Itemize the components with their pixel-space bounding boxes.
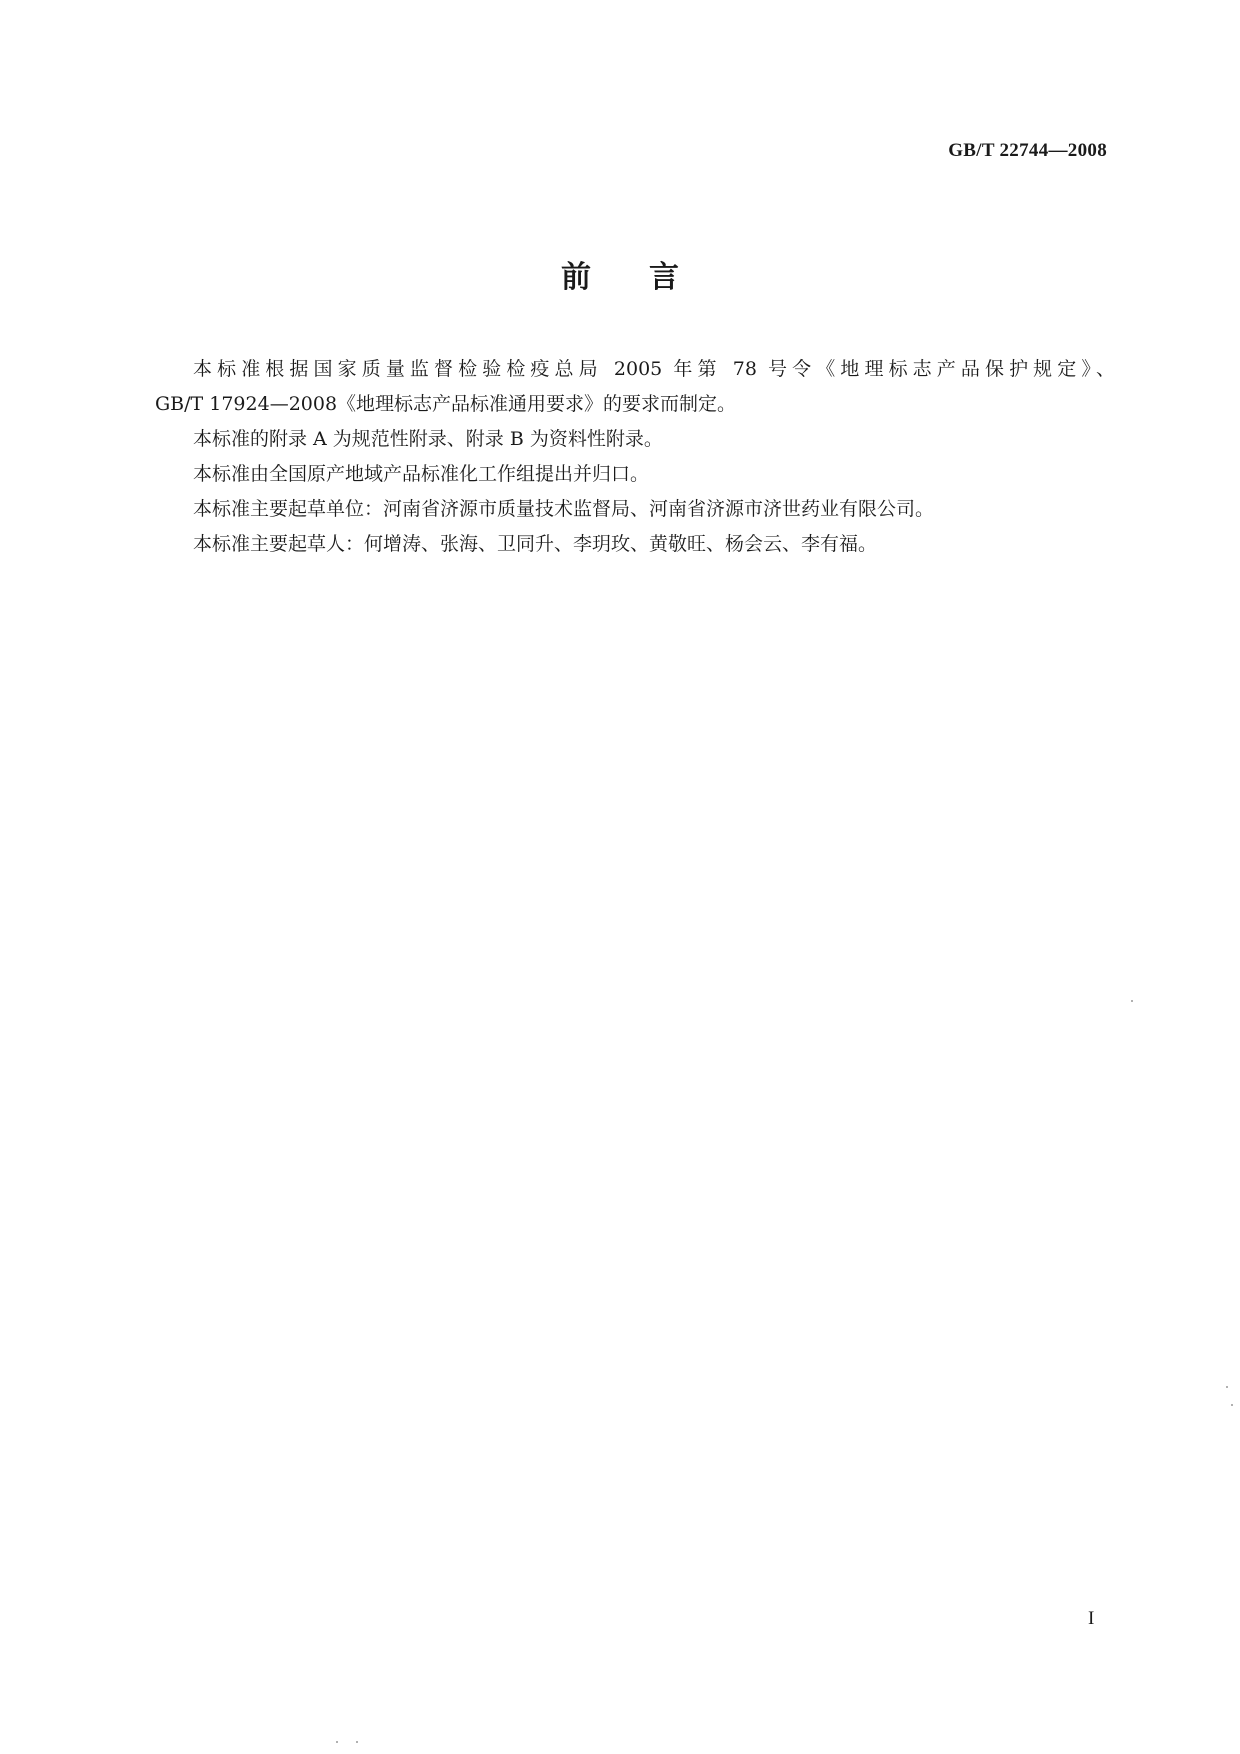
paragraph-basis-line1: 本标准根据国家质量监督检验检疫总局 2005 年第 78 号令《地理标志产品保护规定》、	[193, 358, 1115, 380]
page-title: 前言	[561, 260, 737, 295]
paragraph-appendix: 本标准的附录 A 为规范性附录、附录 B 为资料性附录。	[193, 428, 663, 450]
paragraph-proposer: 本标准由全国原产地域产品标准化工作组提出并归口。	[193, 463, 650, 485]
foreword-body	[155, 352, 1115, 562]
paragraph-drafting-units: 本标准主要起草单位：河南省济源市质量技术监督局、河南省济源市济世药业有限公司。	[193, 498, 935, 520]
paragraph-basis-line2: GB/T 17924—2008《地理标志产品标准通用要求》的要求而制定。	[155, 393, 737, 415]
paragraph-drafters: 本标准主要起草人：何增涛、张海、卫同升、李玥玫、黄敬旺、杨会云、李有福。	[193, 533, 878, 555]
scan-speck	[1131, 1000, 1133, 1002]
scan-speck	[356, 1741, 358, 1743]
standard-code: GB/T 22744—2008	[948, 140, 1107, 161]
scan-speck	[1226, 1386, 1228, 1388]
scan-speck	[336, 1741, 338, 1743]
scan-speck	[1231, 1404, 1233, 1406]
page-number: I	[1088, 1608, 1095, 1629]
